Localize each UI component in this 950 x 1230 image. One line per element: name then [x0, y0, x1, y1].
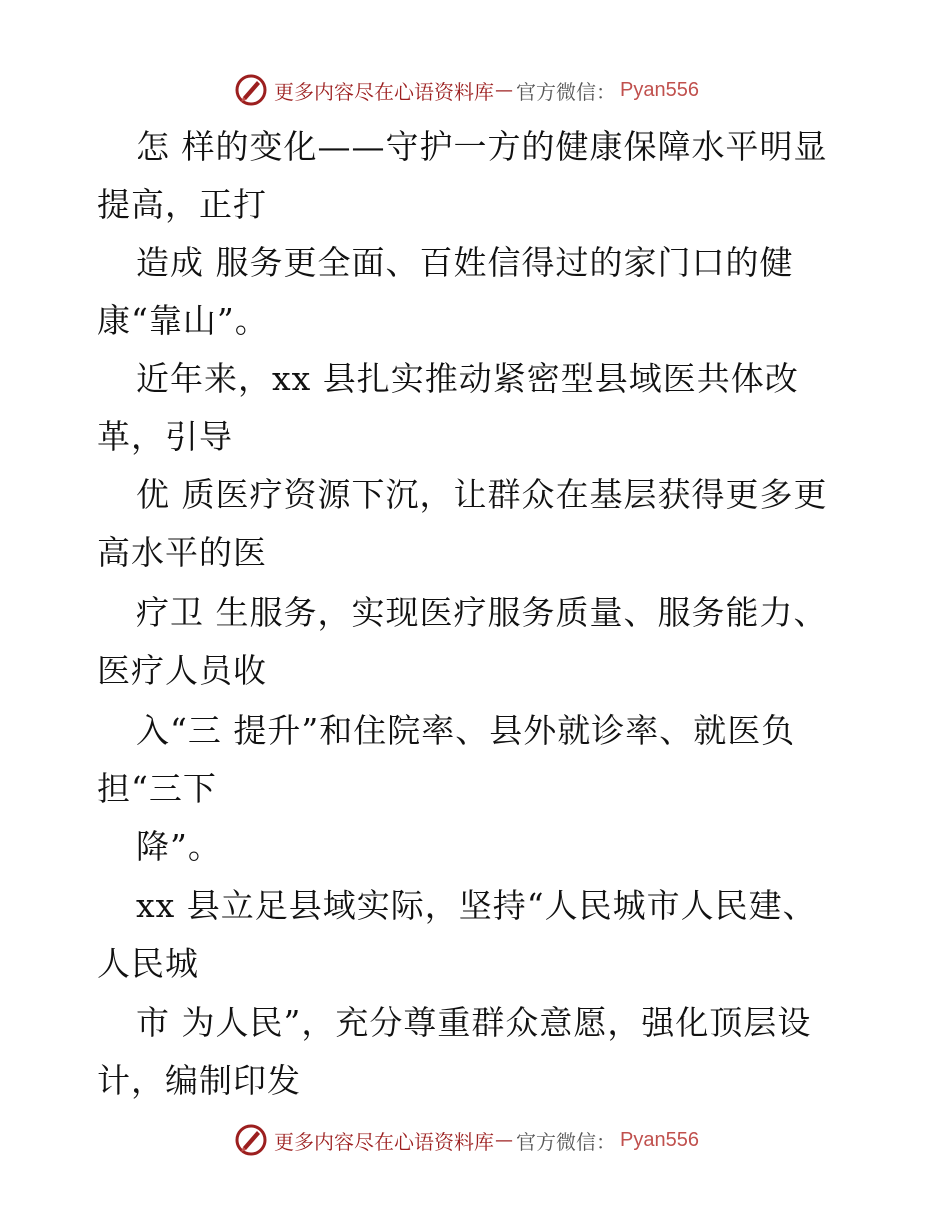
pen-logo-icon [234, 1123, 268, 1157]
body-line: 康“靠山”。 [97, 301, 269, 340]
body-line: 造成 服务更全面、百姓信得过的家门口的健 [136, 243, 794, 282]
body-line: 市 为人民”，充分尊重群众意愿，强化顶层设 [136, 1003, 812, 1042]
body-line: 提高，正打 [97, 185, 267, 224]
banner-dash: — [495, 79, 513, 101]
body-line: xx 县立足县域实际，坚持“人民城市人民建、 [136, 886, 817, 925]
body-line: 医疗人员收 [97, 651, 267, 690]
banner-dash: — [495, 1129, 513, 1151]
body-line: 怎 样的变化——守护一方的健康保障水平明显 [136, 127, 828, 166]
body-line: 近年来，xx 县扎实推动紧密型县域医共体改 [136, 359, 799, 398]
body-line: 计，编制印发 [97, 1061, 301, 1100]
banner-wechat-id: Pyan556 [620, 1128, 699, 1151]
footer-banner [234, 1120, 699, 1160]
body-line: 疗卫 生服务，实现医疗服务质量、服务能力、 [136, 593, 828, 632]
banner-main-text: 更多内容尽在心语资料库 [274, 79, 494, 104]
body-line: 人民城 [97, 944, 199, 983]
body-line: 优 质医疗资源下沉，让群众在基层获得更多更 [136, 475, 828, 514]
pen-logo-icon [234, 73, 268, 107]
body-line: 革，引导 [97, 417, 233, 456]
banner-main-text: 更多内容尽在心语资料库 [274, 1129, 494, 1154]
banner-label: 官方微信： [516, 79, 616, 104]
body-line: 担“三下 [97, 769, 217, 808]
body-line: 降”。 [136, 827, 222, 866]
body-line: 入“三 提升”和住院率、县外就诊率、就医负 [136, 711, 796, 750]
header-banner [234, 70, 699, 110]
banner-wechat-id: Pyan556 [620, 78, 699, 101]
banner-label: 官方微信： [516, 1129, 616, 1154]
body-line: 高水平的医 [97, 533, 267, 572]
